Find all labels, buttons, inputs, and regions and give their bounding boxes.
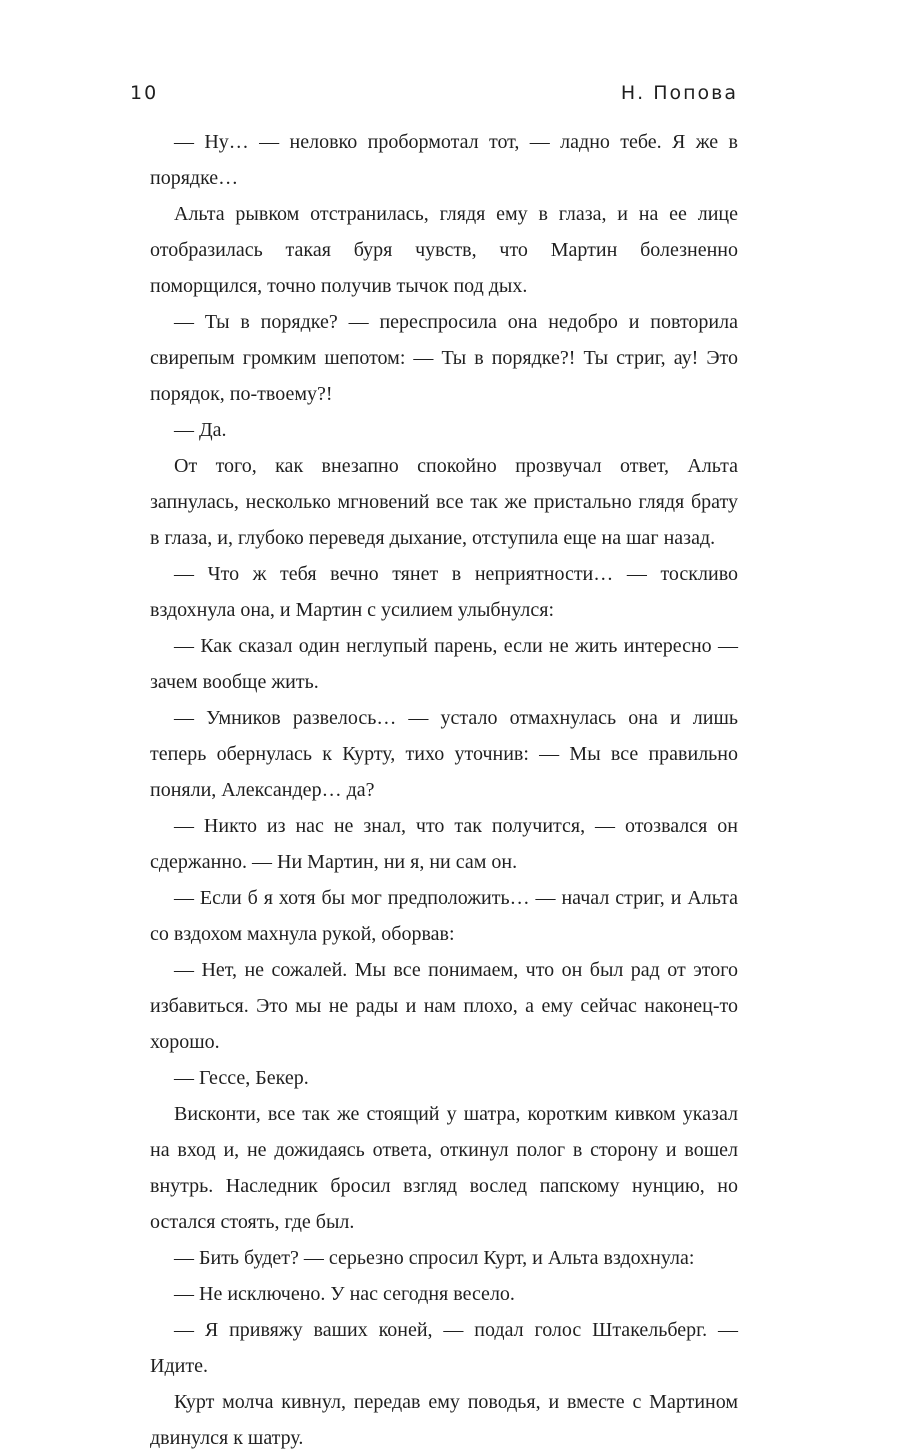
paragraph: — Ты в порядке? — переспросила она недобро и повторила свирепым громким шепотом: — Ты в порядке?! Ты стриг, ау! Это порядок, по-твоему?! [150,311,738,405]
paragraph: Висконти, все так же стоящий у шатра, коротким кивком указал на вход и, не дожидаясь ответа, откинул полог в сторону и вошел внутрь. Наследник бросил взгляд вослед папскому нунцию, но остался стоять, где был. [150,1103,738,1233]
paragraph: — Я привяжу ваших коней, — подал голос Штакельберг. — Идите. [150,1319,738,1377]
paragraph: — Да. [174,419,227,441]
paragraph: — Не исключено. У нас сегодня весело. [174,1283,515,1305]
paragraph: — Как сказал один неглупый парень, если не жить интересно — зачем вообще жить. [150,635,738,693]
paragraph: — Гессе, Бекер. [174,1067,309,1089]
paragraph: Альта рывком отстранилась, глядя ему в глаза, и на ее лице отобразилась такая буря чувств, что Мартин болезненно поморщился, точно получив тычок под дых. [150,203,738,297]
paragraph: — Бить будет? — серьезно спросил Курт, и Альта вздохнула: [174,1247,695,1269]
paragraph: — Если б я хотя бы мог предположить… — начал стриг, и Альта со вздохом махнула рукой, оборвав: [150,887,738,945]
running-head: Н. Попова [620,82,738,104]
paragraph: От того, как внезапно спокойно прозвучал ответ, Альта запнулась, несколько мгновений все так же пристально глядя брату в глаза, и, глубоко переведя дыхание, отступила еще на шаг назад. [150,455,738,549]
paragraph: — Ну… — неловко пробормотал тот, — ладно тебе. Я же в порядке… [150,131,738,189]
page-number: 10 [130,82,159,104]
body-text [150,124,738,1456]
paragraph: — Никто из нас не знал, что так получится, — отозвался он сдержанно. — Ни Мартин, ни я, ни сам он. [150,815,738,873]
paragraph: — Умников развелось… — устало отмахнулась она и лишь теперь обернулась к Курту, тихо уточнив: — Мы все правильно поняли, Александер… да? [150,707,738,801]
paragraph: — Что ж тебя вечно тянет в неприятности… — тоскливо вздохнула она, и Мартин с усилием улыбнулся: [150,563,738,621]
paragraph: Курт молча кивнул, передав ему поводья, и вместе с Мартином двинулся к шатру. [150,1391,738,1449]
page-header [130,82,738,112]
paragraph: — Нет, не сожалей. Мы все понимаем, что он был рад от этого избавиться. Это мы не рады и нам плохо, а ему сейчас наконец-то хорошо. [150,959,738,1053]
